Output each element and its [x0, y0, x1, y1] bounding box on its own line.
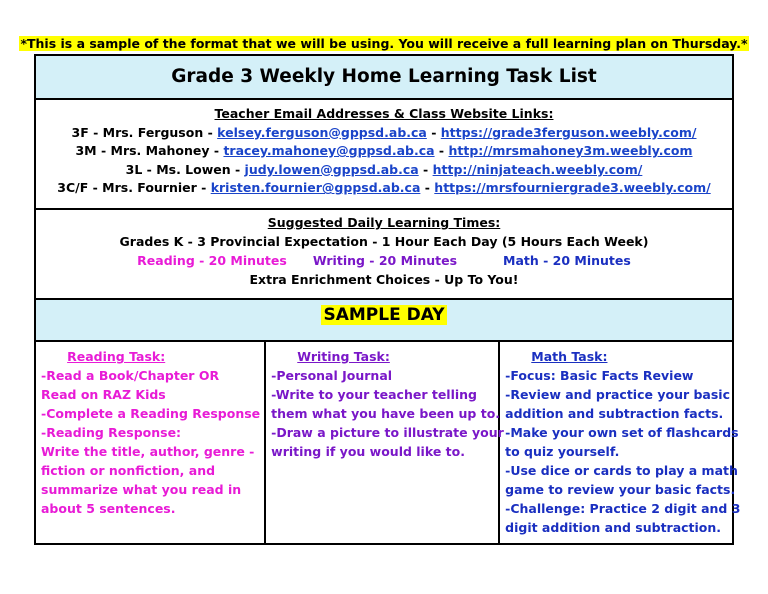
- sample-day-banner: [36, 300, 732, 342]
- reading-task-line: -Complete a Reading Response: [41, 406, 261, 421]
- times-heading: Suggested Daily Learning Times:: [267, 215, 501, 230]
- teacher-class-name: 3C/F - Mrs. Fournier -: [57, 180, 211, 196]
- teacher-email-link[interactable]: tracey.mahoney@gppsd.ab.ca: [223, 143, 435, 159]
- reading-task-heading: Reading Task:: [67, 349, 166, 364]
- contacts-heading: Teacher Email Addresses & Class Website Links:: [214, 106, 554, 121]
- teacher-contact-line: [36, 161, 732, 180]
- sample-notice-text: *This is a sample of the format that we will be using. You will receive a full learning plan on Thursday.*: [20, 36, 748, 51]
- teacher-class-name: 3F - Mrs. Ferguson -: [71, 124, 218, 140]
- teacher-class-name: 3M - Mrs. Mahoney -: [75, 143, 224, 159]
- teacher-contact-line: [36, 142, 732, 161]
- teacher-contacts-section: [36, 100, 732, 210]
- class-website-link[interactable]: https://mrsfourniergrade3.weebly.com/: [434, 180, 711, 196]
- link-separator: -: [420, 180, 435, 196]
- reading-time: Reading - 20 Minutes: [137, 253, 287, 268]
- math-task-line: -Make your own set of flashcards: [505, 425, 739, 440]
- writing-task-line: -Personal Journal: [271, 368, 393, 383]
- teacher-class-name: 3L - Ms. Lowen -: [125, 161, 245, 177]
- math-task-line: -Review and practice your basic: [505, 387, 731, 402]
- writing-task-column: [266, 342, 504, 543]
- reading-task-line: fiction or nonfiction, and: [41, 463, 216, 478]
- reading-task-column: [36, 342, 266, 543]
- teacher-contact-line: [36, 179, 732, 198]
- writing-task-line: -Draw a picture to illustrate your: [271, 425, 504, 440]
- math-task-line: digit addition and subtraction.: [505, 520, 722, 535]
- teacher-email-link[interactable]: judy.lowen@gppsd.ab.ca: [244, 161, 419, 177]
- reading-task-line: -Read a Book/Chapter OR: [41, 368, 220, 383]
- math-task-line: -Challenge: Practice 2 digit and 3: [505, 501, 741, 516]
- sample-notice: [0, 33, 768, 52]
- enrichment-note: Extra Enrichment Choices - Up To You!: [249, 272, 519, 287]
- sample-day-label: SAMPLE DAY: [323, 305, 445, 325]
- reading-task-line: -Reading Response:: [41, 425, 182, 440]
- writing-task-line: -Write to your teacher telling: [271, 387, 477, 402]
- subject-times: [36, 251, 732, 270]
- link-separator: -: [418, 161, 433, 177]
- reading-task-line: summarize what you read in: [41, 482, 242, 497]
- reading-task-line: Write the title, author, genre -: [41, 444, 255, 459]
- reading-task-line: about 5 sentences.: [41, 501, 176, 516]
- daily-times-section: [36, 210, 732, 300]
- teacher-email-link[interactable]: kristen.fournier@gppsd.ab.ca: [210, 180, 421, 196]
- class-website-link[interactable]: https://grade3ferguson.weebly.com/: [440, 124, 697, 140]
- math-task-line: -Use dice or cards to play a math: [505, 463, 738, 478]
- learning-task-document: [34, 54, 741, 545]
- link-separator: -: [434, 143, 449, 159]
- teacher-contact-line: [36, 124, 732, 143]
- math-task-line: game to review your basic facts.: [505, 482, 736, 497]
- math-task-line: addition and subtraction facts.: [505, 406, 724, 421]
- provincial-expectation: Grades K - 3 Provincial Expectation - 1 Hour Each Day (5 Hours Each Week): [119, 234, 649, 249]
- writing-time: Writing - 20 Minutes: [312, 253, 458, 268]
- math-task-heading: Math Task:: [531, 349, 608, 364]
- math-task-line: -Focus: Basic Facts Review: [505, 368, 694, 383]
- writing-task-heading: Writing Task:: [297, 349, 390, 364]
- document-title: Grade 3 Weekly Home Learning Task List: [36, 56, 732, 100]
- task-columns: [36, 342, 741, 543]
- math-task-column: [500, 342, 744, 543]
- link-separator: -: [426, 124, 441, 140]
- math-time: Math - 20 Minutes: [503, 253, 631, 268]
- class-website-link[interactable]: http://ninjateach.weebly.com/: [432, 161, 643, 177]
- math-task-line: to quiz yourself.: [505, 444, 620, 459]
- class-website-link[interactable]: http://mrsmahoney3m.weebly.com: [448, 143, 693, 159]
- reading-task-line: Read on RAZ Kids: [41, 387, 166, 402]
- writing-task-line: them what you have been up to.: [271, 406, 501, 421]
- writing-task-line: writing if you would like to.: [271, 444, 465, 459]
- teacher-email-link[interactable]: kelsey.ferguson@gppsd.ab.ca: [217, 124, 427, 140]
